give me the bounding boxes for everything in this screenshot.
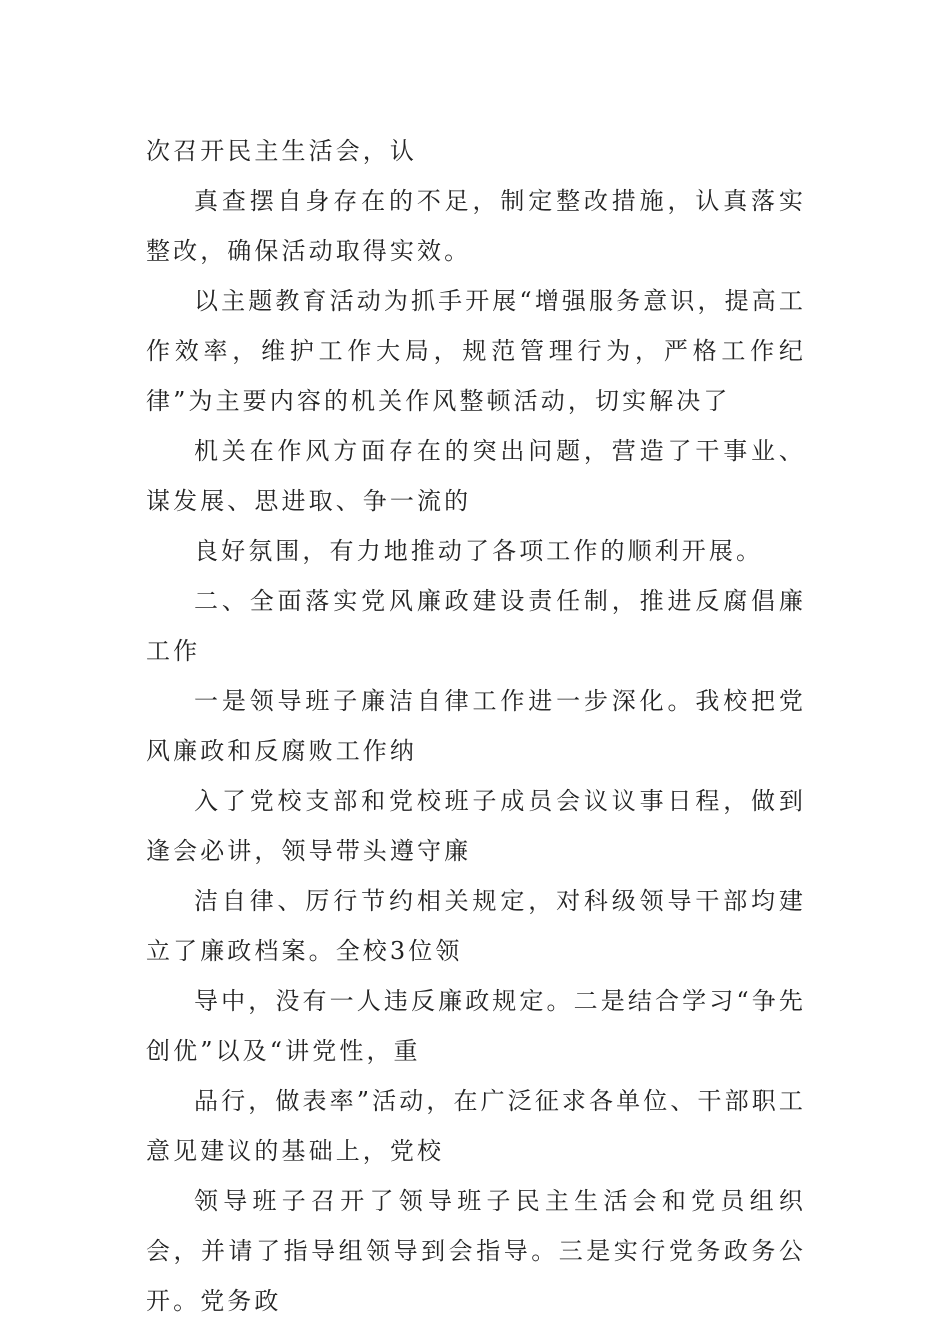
paragraph: 良好氛围，有力地推动了各项工作的顺利开展。 xyxy=(194,537,764,565)
paragraph: 一是领导班子廉洁自律工作进一步深化。我校把党风廉政和反腐败工作纳 xyxy=(146,687,806,765)
paragraph: 次召开民主生活会，认 xyxy=(146,137,417,165)
section-heading: 二、全面落实党风廉政建设责任制，推进反腐倡廉工作 xyxy=(146,587,806,665)
paragraph: 品行，做表率”活动，在广泛征求各单位、干部职工意见建议的基础上，党校 xyxy=(146,1087,806,1165)
paragraph: 机关在作风方面存在的突出问题，营造了干事业、谋发展、思进取、争一流的 xyxy=(146,437,806,515)
paragraph: 真查摆自身存在的不足，制定整改措施，认真落实整改，确保活动取得实效。 xyxy=(146,187,806,265)
paragraph: 以主题教育活动为抓手开展“增强服务意识，提高工作效率，维护工作大局，规范管理行为，严格工作纪律”为主要内容的机关作风整顿活动，切实解决了 xyxy=(146,287,806,415)
document-body xyxy=(146,126,806,1326)
paragraph: 洁自律、厉行节约相关规定，对科级领导干部均建立了廉政档案。全校3位领 xyxy=(146,887,806,965)
paragraph: 入了党校支部和党校班子成员会议议事日程，做到逢会必讲，领导带头遵守廉 xyxy=(146,787,806,865)
paragraph: 导中，没有一人违反廉政规定。二是结合学习“争先创优”以及“讲党性，重 xyxy=(146,987,806,1065)
paragraph: 领导班子召开了领导班子民主生活会和党员组织会，并请了指导组领导到会指导。三是实行党务政务公开。党务政 xyxy=(146,1187,806,1315)
